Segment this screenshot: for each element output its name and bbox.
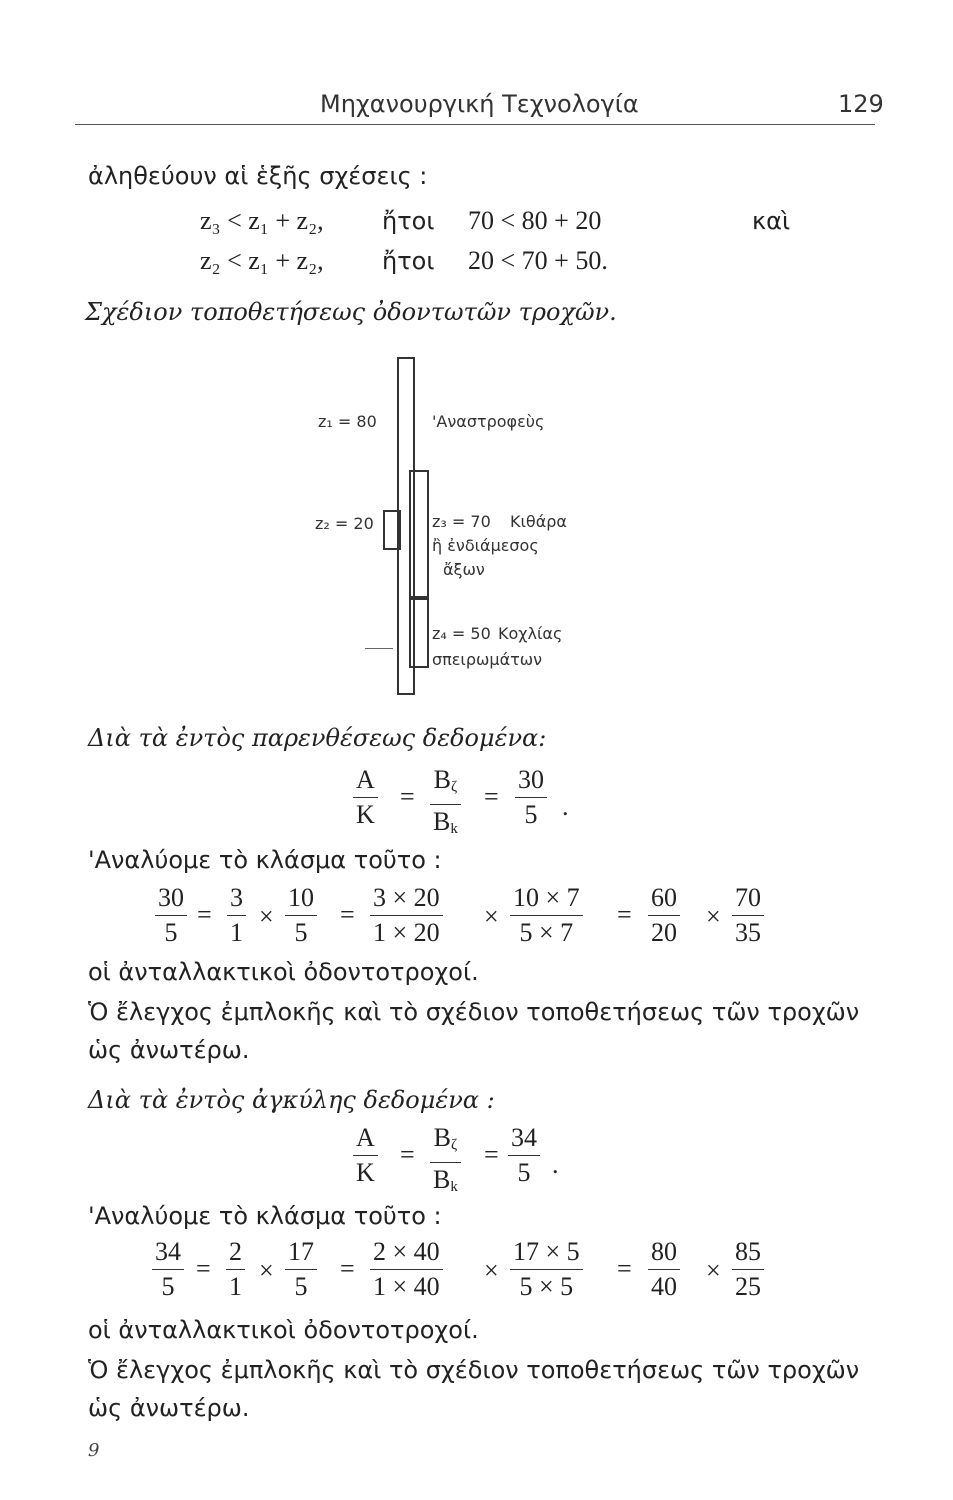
label-threads: σπειρωμάτων — [432, 650, 543, 669]
section2-check-cont: ὡς ἀνωτέρω. — [88, 1394, 250, 1422]
s2-frac-5: 80 40 — [648, 1238, 680, 1301]
label-axis: ἄξων — [443, 560, 485, 579]
header-rule — [75, 124, 875, 125]
s2-ratio-period: . — [552, 1150, 559, 1179]
s1-frac-4: 10 × 7 5 × 7 — [510, 884, 583, 947]
section1-heading: Διὰ τὰ ἐντὸς παρενθέσεως δεδομένα: — [88, 724, 547, 752]
label-z2: z₂ = 20 — [315, 514, 374, 533]
section2-result: οἱ ἀνταλλακτικοὶ ὀδοντοτροχοί. — [88, 1316, 479, 1344]
s2-frac-0: 34 5 — [152, 1238, 184, 1301]
section1-check: Ὁ ἔλεγχος ἐμπλοκῆς καὶ τὸ σχέδιον τοποθετήσεως τῶν τροχῶν — [88, 998, 860, 1026]
page-number: 129 — [838, 90, 884, 118]
section1-result: οἱ ἀνταλλακτικοὶ ὀδοντοτροχοί. — [88, 958, 479, 986]
diagram-title: Σχέδιον τοποθετήσεως ὀδοντωτῶν τροχῶν. — [85, 298, 617, 326]
label-reverser: 'Αναστροφεὺς — [432, 412, 545, 431]
shaft-box-worm — [409, 596, 429, 668]
dash-mark — [365, 648, 393, 649]
s1-frac-1: 3 1 — [227, 884, 246, 947]
gear-z2-box — [383, 510, 401, 550]
s1-frac-5: 60 20 — [648, 884, 680, 947]
section2-heading: Διὰ τὰ ἐντὸς ἀγκύλης δεδομένα : — [88, 1086, 495, 1114]
s2-frac-2: 17 5 — [285, 1238, 317, 1301]
s1-frac-2: 10 5 — [285, 884, 317, 947]
s1-ratio-B: Bζ Bk — [430, 766, 461, 843]
relation-1-lhs: z₃ < z₁ + z₂, — [200, 206, 324, 235]
shaft-box-intermediate — [409, 470, 429, 600]
s1-frac-0: 30 5 — [155, 884, 187, 947]
relation-2-rhs: 20 < 70 + 50. — [468, 246, 608, 275]
s1-ratio-AK: A K — [353, 766, 378, 829]
label-intermediate: ἢ ἐνδιάμεσος — [432, 536, 539, 555]
s2-frac-1: 2 1 — [226, 1238, 245, 1301]
intro-line: ἀληθεύουν αἱ ἑξῆς σχέσεις : — [88, 162, 428, 190]
label-guitar: Κιθάρα — [510, 512, 567, 531]
relation-2-lhs: z₂ < z₁ + z₂, — [200, 246, 324, 275]
s1-ratio-value: 30 5 — [515, 766, 547, 829]
section1-analysis: 'Αναλύομε τὸ κλάσμα τοῦτο : — [88, 846, 442, 874]
s2-ratio-B: Bζ Bk — [430, 1124, 461, 1201]
s2-ratio-eq2: = — [484, 1140, 499, 1169]
label-z1: z₁ = 80 — [318, 412, 377, 431]
label-z3: z₃ = 70 — [432, 512, 491, 531]
relation-1-word: ἤτοι — [382, 207, 435, 235]
s1-ratio-eq2: = — [484, 782, 499, 811]
s1-frac-6: 70 35 — [732, 884, 764, 947]
s2-frac-4: 17 × 5 5 × 5 — [510, 1238, 583, 1301]
s2-ratio-AK: A K — [353, 1124, 378, 1187]
section2-check: Ὁ ἔλεγχος ἐμπλοκῆς καὶ τὸ σχέδιον τοποθετήσεως τῶν τροχῶν — [88, 1356, 860, 1384]
s2-ratio-eq1: = — [400, 1140, 415, 1169]
relation-1-tail: καὶ — [752, 207, 791, 235]
running-header-title: Μηχανουργική Τεχνολογία — [320, 90, 639, 118]
s2-frac-3: 2 × 40 1 × 40 — [370, 1238, 443, 1301]
relation-1-rhs: 70 < 80 + 20 — [468, 206, 602, 235]
label-z4: z₄ = 50 — [432, 624, 491, 643]
relation-2-word: ἤτοι — [382, 247, 435, 275]
section2-analysis: 'Αναλύομε τὸ κλάσμα τοῦτο : — [88, 1202, 442, 1230]
s1-ratio-eq1: = — [400, 782, 415, 811]
section1-check-cont: ὡς ἀνωτέρω. — [88, 1036, 250, 1064]
label-lead-screw: Κοχλίας — [498, 624, 563, 643]
s1-ratio-period: . — [562, 792, 569, 821]
signature-number: 9 — [88, 1440, 100, 1461]
s2-frac-6: 85 25 — [732, 1238, 764, 1301]
s1-frac-3: 3 × 20 1 × 20 — [370, 884, 443, 947]
s2-ratio-value: 34 5 — [508, 1124, 540, 1187]
